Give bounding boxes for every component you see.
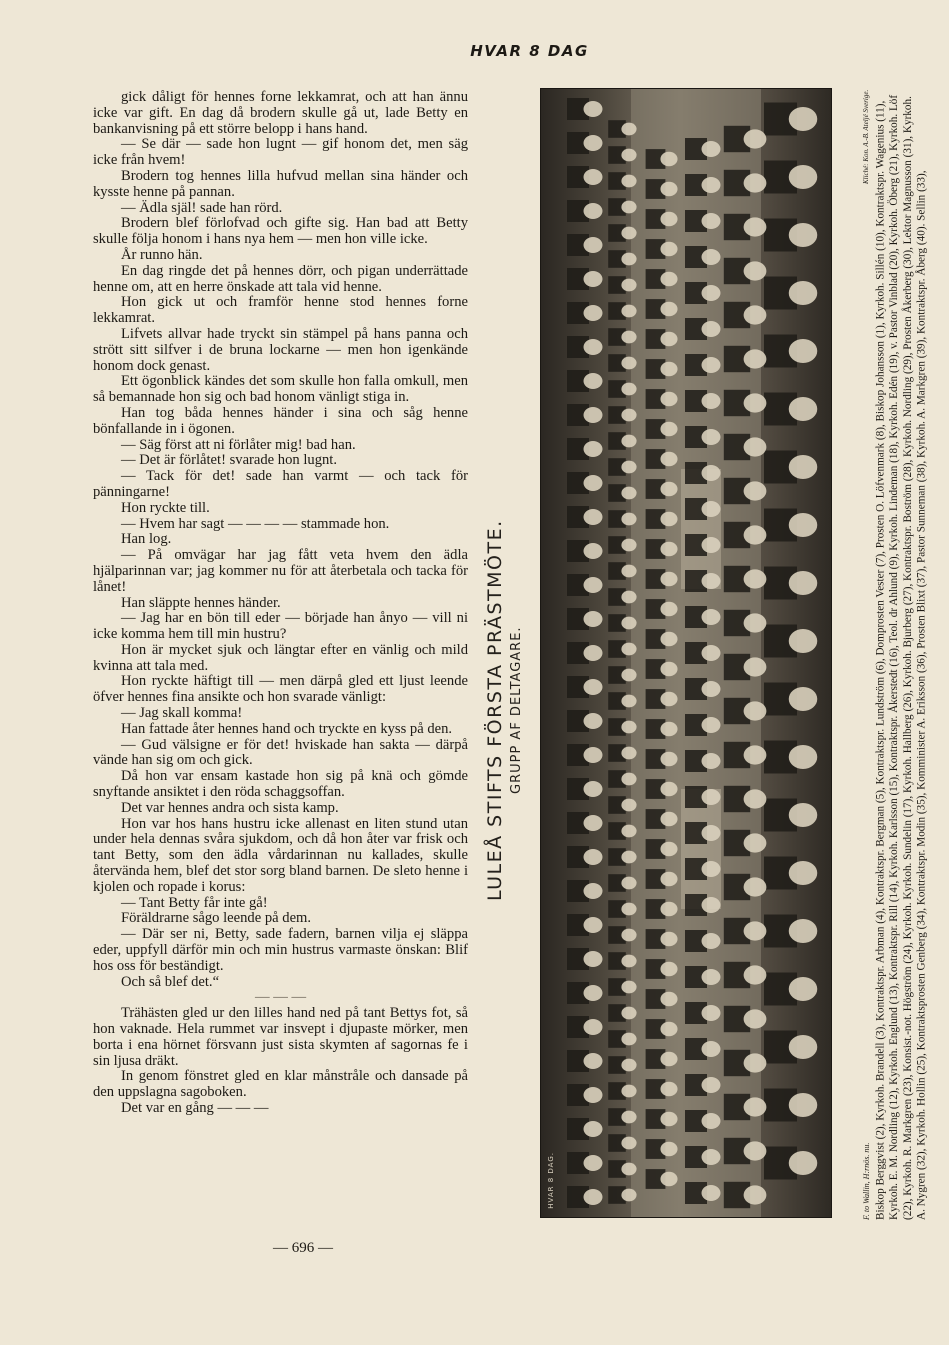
photo-shape [621,1137,636,1150]
photo-shape [584,1019,603,1035]
photo-shape [660,932,677,946]
photo-shape [660,812,677,826]
photo-shape [789,1035,818,1059]
photo-shape [621,357,636,370]
photo-shape [660,692,677,706]
photo-shape [621,461,636,474]
photo-caption-title: LULEÅ STIFTS FÖRSTA PRÄSTMÖTE. [484,519,506,901]
photo-shape [660,1082,677,1096]
photo-shape [744,481,767,500]
story-paragraph: Han fattade åter hennes hand och tryckte en kyss på den. [121,720,453,737]
legend-credit: Kliché: Kon. A.-B. Ateljé Sverige. [862,90,870,185]
photo-shape [744,173,767,192]
photo-shape [584,985,603,1001]
legend-text: Biskop Berggvist (2), Kyrkoh. Brandell (3), Kontraktspr. Arbman (4), Kontraktspr. Bergman (5), Kontraktspr. Lundström (6), Domprosten Vester (7), Prosten O. Löfvenmark (8), Biskop Johansson (1), Kyrkoh. Sillén (10), Kontraktspr. Wagenius (11), Kyrkoh. E. M. Nordling (12), Kyrkoh. Englund (13), Kontraktspr. Rill (14), Kyrkoh. Karlsson (15), Kontraktspr. Åkerstedt (16), Teol. dr Ahlund (9), Kyrkoh. Lindeman (18), Kyrkoh. Edén (19), v. Pastor Vinblad (20), Kyrkoh. Öberg (21), Kyrkoh. Löf (22), Kyrkoh. R. Markgren (23), Konsist.-not. Högström (24), Kyrkoh. Kyrkoh. Sundelin (17), Kyrkoh. Hallberg (26), Kyrkoh. Bjurberg (27), Kontraktspr. Boström (28), Kyrkoh. Nordling (29), Prosten Åkerberg (30), Lektor Magnusson (31), Kyrkoh. A. Nygren (32), Kyrkoh. Hollin (25), Kontraktsprosten Genberg (34), Kontraktspr. Modin (35), Komminister A. Eriksson (36), Prosten Blixt (37), Pastor Sunneman (38), Kyrkoh. A. Markgren (39), Kontraktspr. Åberg (40). Sellin (33), [874,94,928,1220]
photo-shape [702,321,721,337]
photo-shape [702,573,721,589]
photo-shape [660,662,677,676]
photo-shape [621,201,636,214]
group-photo [540,88,832,1218]
photo-shape [660,212,677,226]
story-column [93,90,468,1117]
photo-shape [744,1053,767,1072]
photo-shape [744,437,767,456]
story-paragraph: — Ädla själ! sade han rörd. [121,199,283,216]
photo-shape [660,362,677,376]
story-paragraph: — Jag har en bön till eder — började han ånyo — vill ni icke komma hem till min hustru? [93,610,468,643]
photo-shape [584,951,603,967]
photo-shape [584,815,603,831]
photo-shape [660,482,677,496]
photo-shape [621,955,636,968]
story-paragraph: Han log. [121,531,172,548]
photo-shape [584,1087,603,1103]
photo-shape [789,571,818,595]
photo-shape [660,602,677,616]
photo-shape [621,981,636,994]
photo-shape [621,773,636,786]
photo-shape [789,281,818,305]
story-paragraph: — Gud välsigne er för det! hviskade han sakta — därpå vände han sig om och gick. [93,736,468,769]
photo-shape [660,962,677,976]
photo-legend [860,90,946,1220]
photo-shape [702,465,721,481]
photo-shape [621,643,636,656]
photo-shape [702,933,721,949]
photo-shape [744,789,767,808]
photo-shape [584,747,603,763]
photo-shape [744,1009,767,1028]
photo-shape [584,135,603,151]
photo-shape [744,833,767,852]
photo-shape [584,849,603,865]
photo-shape [789,861,818,885]
photo-shape [621,487,636,500]
photo-shape [621,825,636,838]
photo-shape [744,657,767,676]
photo-shape [702,1149,721,1165]
story-paragraph: — Hvem har sagt — — — — stammade hon. [121,515,390,532]
photo-shape [621,1111,636,1124]
story-paragraph: Och så blef det.“ [121,973,220,990]
photo-shape [789,745,818,769]
photo-shape [744,745,767,764]
photo-shape [702,717,721,733]
photo-shape [621,877,636,890]
photo-shape [702,141,721,157]
photo-shape [660,872,677,886]
photo-shape [584,1053,603,1069]
photo-shape [621,695,636,708]
masthead: HVAR 8 DAG [470,42,589,60]
photo-shape [660,902,677,916]
photo-shape [584,917,603,933]
photo-shape [584,373,603,389]
photo-shape [660,512,677,526]
photo-shape [702,1041,721,1057]
photo-shape [744,1097,767,1116]
photo-shape [621,1007,636,1020]
story-paragraph: — På omvägar har jag fått veta hvem den ädla hjälparinnan var; jag kommer nu för att återbetala och tacka för lånet! [93,547,468,595]
photo-shape [702,1077,721,1093]
photo-shape [702,789,721,805]
photo-shape [660,302,677,316]
photo-shape [621,383,636,396]
photo-shape [621,721,636,734]
photo-shape [584,1189,603,1205]
story-paragraph: In genom fönstret gled en klar månstråle och dansade på den uppslagna sagoboken. [93,1068,468,1101]
photo-shape [660,392,677,406]
photo-shape [584,169,603,185]
photo-shape [621,1059,636,1072]
photo-caption-subtitle: GRUPP AF DELTAGARE. [509,626,524,794]
photo-shape [702,825,721,841]
photo-shape [621,929,636,942]
story-paragraph: Han släppte hennes händer. [121,594,281,611]
photo-shape [702,213,721,229]
photo-shape [584,339,603,355]
photo-shape [702,501,721,517]
story-paragraph: Det var en gång — — — [121,1100,269,1116]
photo-shape [660,632,677,646]
photo-shape [702,357,721,373]
photo-shape [584,543,603,559]
photo-shape [744,129,767,148]
photo-shape [621,279,636,292]
photo-shape [584,645,603,661]
photo-figures [541,89,832,1218]
photo-shape [584,441,603,457]
photo-shape [702,249,721,265]
photo-shape [744,965,767,984]
photo-shape [621,539,636,552]
photo-shape [702,177,721,193]
photo-shape [660,1052,677,1066]
photo-shape [744,921,767,940]
photo-shape [789,455,818,479]
story-paragraph: Hon är mycket sjuk och längtar efter en vänlig och mild kvinna att tala med. [93,641,468,674]
photo-shape [621,253,636,266]
photo-shape [744,393,767,412]
photo-shape [621,227,636,240]
story-paragraph: — Tant Betty får inte gå! [121,894,268,911]
photo-shape [660,1142,677,1156]
story-paragraph: — Se där — sade hon lugnt — gif honom det, men säg icke från hvem! [93,136,468,169]
photo-shape [621,617,636,630]
photo-shape [660,782,677,796]
photo-shape [789,339,818,363]
legend-intro: F. to Wallin, H:rnös. nu. [862,1142,871,1220]
photo-shape [660,1172,677,1186]
story-paragraph: Han tog båda hennes händer i sina och såg henne bönfallande in i ögonen. [93,404,468,437]
photo-shape [744,349,767,368]
photo-shape [621,799,636,812]
story-paragraph: — Tack för det! sade han varmt — och tack för pänningarne! [93,468,468,500]
photo-shape [789,629,818,653]
page-number: — 696 — [273,1240,333,1256]
photo-shape [702,861,721,877]
photo-shape [584,1121,603,1137]
photo-shape [621,903,636,916]
photo-shape [702,753,721,769]
photo-shape [789,223,818,247]
story-paragraph: — Säg först att ni förlåter mig! bad han. [121,436,356,453]
story-paragraph: Hon var hos hans hustru icke allenast en liten stund utan under hela dennas svåra sjukdom, och då hon åter var frisk och tant Betty, som den ädla vårdarinnan nu kallades, skulle återvända hem, blef det stor sorg bland barnen. De sleto henne i kjolen och ropade i korus: [93,815,468,895]
photo-shape [744,305,767,324]
photo-shape [789,803,818,827]
photo-shape [660,1112,677,1126]
photo-shape [702,969,721,985]
photo-shape [584,407,603,423]
photo-shape [789,397,818,421]
photo-shape [789,977,818,1001]
photo-shape [744,217,767,236]
photo-shape [744,1141,767,1160]
photo-shape [702,393,721,409]
story-paragraph: — Det är förlåtet! svarade hon lugnt. [121,452,337,469]
photo-shape [621,435,636,448]
photo-shape [744,877,767,896]
photo-shape [702,645,721,661]
photo-shape [744,525,767,544]
photo-shape [621,409,636,422]
photo-shape [621,123,636,136]
photo-shape [789,165,818,189]
photo-shape [660,452,677,466]
photo-shape [584,611,603,627]
photo-shape [660,242,677,256]
photo-shape [702,681,721,697]
photo-shape [621,1163,636,1176]
photo-shape [660,422,677,436]
photo-shape [702,609,721,625]
photo-shape [621,1085,636,1098]
photo-shape [660,752,677,766]
photo-shape [584,713,603,729]
photo-shape [621,149,636,162]
photo-shape [621,513,636,526]
photo-shape [660,1022,677,1036]
photo-shape [744,701,767,720]
photo-shape [584,305,603,321]
photo-shape [744,613,767,632]
story-paragraph: Brodern blef förlofvad och gifte sig. Han bad att Betty skulle följa honom i hans nya hem — men hon ville icke. [93,215,468,248]
story-paragraph: Hon gick ut och framför henne stod hennes forne lekkamrat. [93,294,468,327]
photo-shape [789,687,818,711]
photo-shape [789,107,818,131]
photo-shape [789,919,818,943]
photo-shape [621,669,636,682]
photo-shape [660,332,677,346]
story-paragraph: Då hon var ensam kastade hon sig på knä och gömde snyftande ansiktet i den röda schaggsoffan. [93,768,468,801]
photo-shape [789,513,818,537]
photo-shape [789,1151,818,1175]
photo-shape [584,203,603,219]
story-paragraph: Det var hennes andra och sista kamp. [121,799,339,816]
photo-shape [702,1185,721,1201]
photo-credit: HVAR 8 DAG. [547,1152,555,1209]
story-paragraph: Föräldrarne sågo leende på dem. [121,910,312,927]
photo-shape [621,331,636,344]
photo-shape [584,577,603,593]
photo-shape [584,271,603,287]
story-paragraph: — Jag skall komma! [121,705,243,722]
story-paragraph: Trähästen gled ur den lilles hand ned på tant Bettys fot, så hon vaknade. Hela rummet var insvept i djupaste mörker, men borta i ena hörnet försvann just sista skymten af sagornas fe i sin ljusa dräkt. [93,1005,468,1069]
story-paragraph: — Där ser ni, Betty, sade fadern, barnen vilja ej släppa eder, uppfyll därför min och min hustrus varmaste önskan: Blif hos oss för beständigt. [93,926,468,974]
photo-shape [621,175,636,188]
photo-shape [660,572,677,586]
photo-shape [744,569,767,588]
story-paragraph: Lifvets allvar hade tryckt sin stämpel på hans panna och strött sitt silfver i de bruna lockarne — men hon igenkände honom dock genast. [93,325,468,374]
photo-shape [660,842,677,856]
photo-shape [621,747,636,760]
photo-shape [660,722,677,736]
photo-shape [584,475,603,491]
story-paragraph: Hon ryckte till. [121,499,210,516]
photo-shape [789,1093,818,1117]
photo-shape [660,272,677,286]
photo-shape [584,237,603,253]
photo-shape [660,992,677,1006]
photo-shape [702,429,721,445]
story-paragraph: — — — [254,989,307,1006]
photo-shape [584,1155,603,1171]
photo-shape [744,1185,767,1204]
story-paragraph: gick dåligt för hennes forne lekkamrat, och att han ännu icke var gift. En dag då brodern skulle gå ut, lade Betty en bankanvisning på ett större belopp i hans hand. [93,89,468,137]
photo-shape [660,182,677,196]
photo-shape [702,1113,721,1129]
photo-shape [621,591,636,604]
photo-shape [584,883,603,899]
photo-shape [702,897,721,913]
photo-shape [621,1189,636,1202]
photo-shape [621,1033,636,1046]
photo-shape [584,679,603,695]
photo-shape [621,305,636,318]
photo-shape [621,851,636,864]
photo-shape [584,101,603,117]
story-paragraph: Brodern tog hennes lilla hufvud mellan sina händer och kysste henne på pannan. [93,167,468,200]
photo-shape [702,537,721,553]
photo-shape [702,1005,721,1021]
photo-shape [584,509,603,525]
photo-shape [584,781,603,797]
photo-shape [621,565,636,578]
story-paragraph: År runno hän. [121,246,203,263]
story-paragraph: Ett ögonblick kändes det som skulle hon falla omkull, men så bemannade hon sig och bad honom vänligt stiga in. [93,373,468,406]
photo-shape [744,261,767,280]
story-paragraph: Hon ryckte häftigt till — men därpå gled ett ljust leende öfver hennes fina ansikte och hon svarade vänligt: [93,673,468,706]
photo-shape [660,152,677,166]
photo-shape [660,542,677,556]
story-paragraph: En dag ringde det på hennes dörr, och pigan underrättade henne om, att en herre önskade att tala vid henne. [93,262,468,295]
photo-shape [702,285,721,301]
